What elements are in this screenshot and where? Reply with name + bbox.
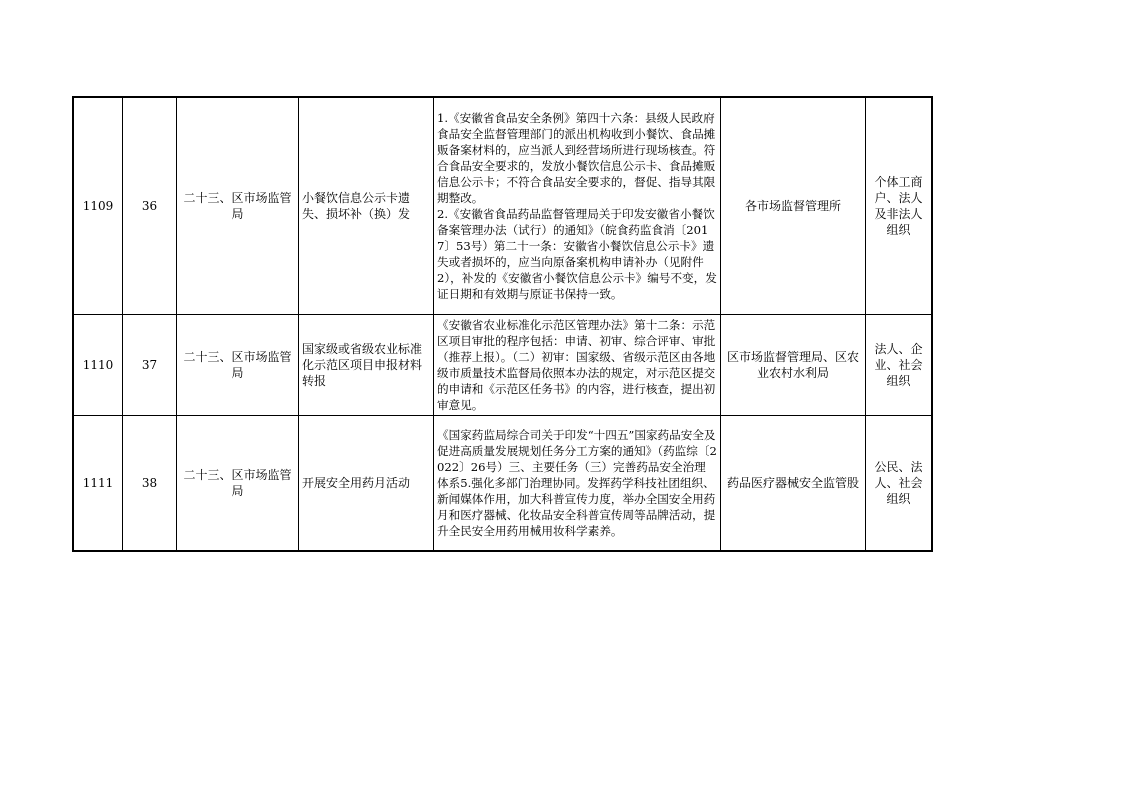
table-row (73, 315, 932, 416)
items-table (72, 96, 933, 552)
item-name-cell: 小餐饮信息公示卡遗失、损坏补（换）发 (299, 97, 434, 315)
index-cell: 38 (123, 416, 177, 552)
table-row (73, 97, 932, 315)
serial-number-cell: 1110 (73, 315, 123, 416)
legal-basis-cell: 1.《安徽省食品安全条例》第四十六条：县级人民政府食品安全监督管理部门的派出机构收到小餐饮、食品摊贩备案材料的，应当派人到经营场所进行现场核查。符合食品安全要求的，发放小餐饮信息公示卡、食品摊贩信息公示卡；不符合食品安全要求的，督促、指导其限期整改。 2.《安徽省食品药品监督管理局关于印发安徽省小餐饮备案管理办法（试行）的通知》（皖食药监食消〔2017〕53号）第二十一条：安徽省小餐饮信息公示卡》遗失或者损坏的，应当向原备案机构申请补办（见附件2），补发的《安徽省小餐饮信息公示卡》编号不变，发证日期和有效期与原证书保持一致。 (434, 97, 721, 315)
index-cell: 36 (123, 97, 177, 315)
service-target-cell: 公民、法人、社会组织 (866, 416, 933, 552)
legal-basis-cell: 《安徽省农业标准化示范区管理办法》第十二条：示范区项目审批的程序包括：申请、初审、综合评审、审批（推荐上报）。（二）初审：国家级、省级示范区由各地级市质量技术监督局依照本办法的规定，对示范区提交的申请和《示范区任务书》的内容，进行核查，提出初审意见。 (434, 315, 721, 416)
table-row (73, 416, 932, 552)
serial-number-cell: 1109 (73, 97, 123, 315)
department-cell: 二十三、区市场监管局 (177, 97, 299, 315)
item-name-cell: 开展安全用药月活动 (299, 416, 434, 552)
department-cell: 二十三、区市场监管局 (177, 315, 299, 416)
department-cell: 二十三、区市场监管局 (177, 416, 299, 552)
implementing-body-cell: 各市场监督管理所 (721, 97, 866, 315)
index-cell: 37 (123, 315, 177, 416)
serial-number-cell: 1111 (73, 416, 123, 552)
legal-basis-cell: 《国家药监局综合司关于印发“十四五”国家药品安全及促进高质量发展规划任务分工方案的通知》（药监综〔2022〕26号）三、主要任务（三）完善药品安全治理体系5.强化多部门治理协同。发挥药学科技社团组织、新闻媒体作用，加大科普宣传力度，举办全国安全用药月和医疗器械、化妆品安全科普宣传周等品牌活动，提升全民安全用药用械用妆科学素养。 (434, 416, 721, 552)
implementing-body-cell: 药品医疗器械安全监管股 (721, 416, 866, 552)
implementing-body-cell: 区市场监督管理局、区农业农村水利局 (721, 315, 866, 416)
item-name-cell: 国家级或省级农业标准化示范区项目申报材料转报 (299, 315, 434, 416)
service-target-cell: 个体工商户、法人及非法人组织 (866, 97, 933, 315)
service-target-cell: 法人、企业、社会组织 (866, 315, 933, 416)
